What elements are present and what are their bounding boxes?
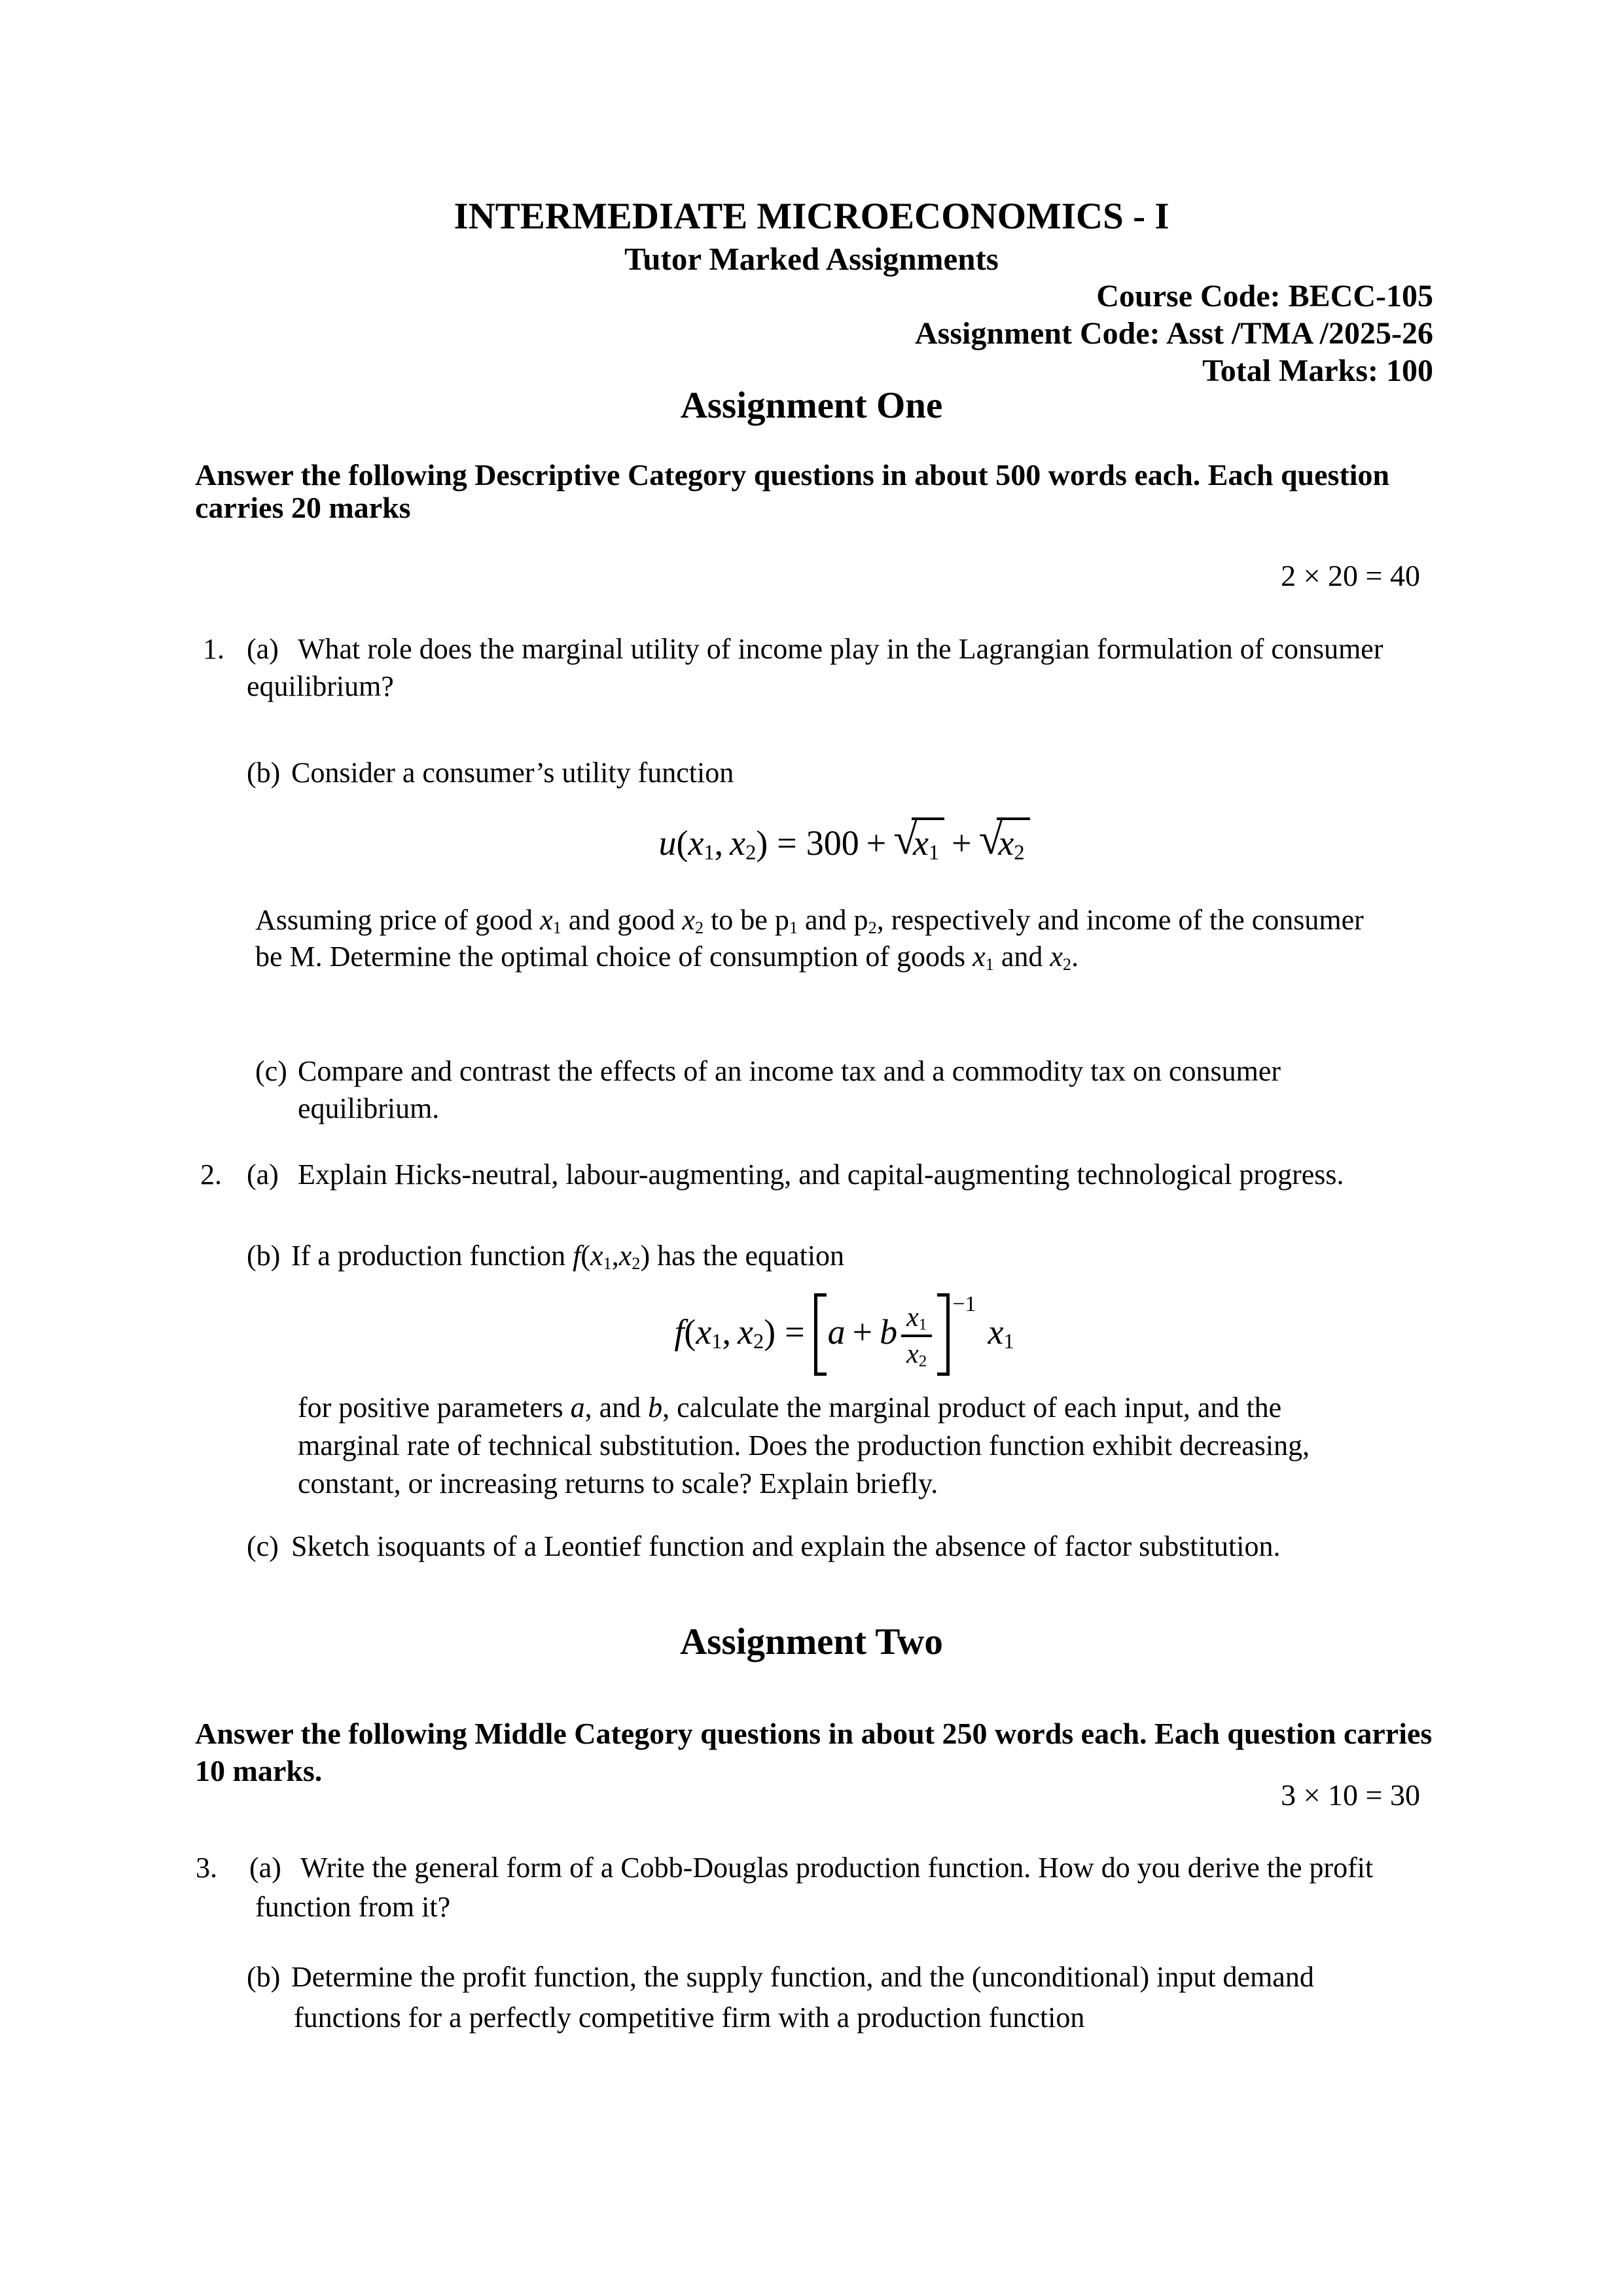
body-text: If a production function xyxy=(291,1240,573,1272)
question-3a-text: function from it? xyxy=(255,1891,451,1923)
eq2-var: x xyxy=(988,1312,1004,1352)
eq2-paren: ( xyxy=(684,1312,696,1352)
question-1-number: 1. xyxy=(203,633,224,665)
inline-subscript: 2 xyxy=(868,917,877,937)
body-text: constant, or increasing returns to scale? Explain briefly. xyxy=(298,1467,938,1499)
question-2a-label: (a) xyxy=(247,1158,279,1191)
production-function-equation xyxy=(255,1283,1433,1381)
eq1-subscript: 1 xyxy=(928,841,940,865)
eq2-paren: ) xyxy=(764,1312,776,1352)
question-1a xyxy=(0,630,1383,705)
inline-var: b xyxy=(648,1391,663,1424)
question-1a-text: equilibrium? xyxy=(247,670,394,702)
instruction-line: 10 marks. xyxy=(195,1754,323,1787)
body-text: has the equation xyxy=(650,1240,845,1272)
question-2c-label: (c) xyxy=(247,1530,279,1562)
eq1-subscript: 2 xyxy=(1014,841,1025,865)
body-text: , respectively and income of the consumer xyxy=(876,904,1364,936)
eq2-function-name: f xyxy=(674,1312,685,1352)
assignment-two-heading: Assignment Two xyxy=(680,1621,943,1662)
question-1c-text: Compare and contrast the effects of an income tax and a commodity tax on consumer xyxy=(298,1055,1281,1087)
question-1b-followup xyxy=(255,902,1364,975)
body-text: . xyxy=(1071,941,1079,973)
question-2b-label: (b) xyxy=(247,1240,281,1272)
eq2-comma: , xyxy=(722,1312,731,1352)
body-text: and xyxy=(993,941,1050,973)
question-2b-followup xyxy=(298,1389,1310,1503)
instruction-line: carries 20 marks xyxy=(195,491,411,524)
question-1b-label: (b) xyxy=(247,757,281,789)
question-1a-label: (a) xyxy=(247,633,279,665)
eq1-paren: ( xyxy=(676,823,688,863)
marks-scheme-one: 2 × 20 = 40 xyxy=(1281,559,1420,592)
inline-var: x xyxy=(590,1240,603,1272)
question-2a-text: Explain Hicks-neutral, labour-augmenting, and capital-augmenting technological progress. xyxy=(298,1158,1344,1191)
inline-subscript: 1 xyxy=(603,1253,612,1273)
assignment-code: Assignment Code: Asst /TMA /2025-26 xyxy=(914,316,1433,351)
eq1-sqrt-term xyxy=(979,813,1030,871)
document-subtitle: Tutor Marked Assignments xyxy=(624,241,999,277)
inline-subscript: 2 xyxy=(1062,954,1072,974)
question-2c xyxy=(0,1528,1280,1565)
body-text: for positive parameters xyxy=(298,1391,571,1424)
body-text: marginal rate of technical substitution. Does the production function exhibit decreasing, xyxy=(298,1429,1310,1462)
inline-var: x xyxy=(540,904,553,936)
question-3-number: 3. xyxy=(196,1852,217,1884)
inline-var: a xyxy=(570,1391,585,1424)
eq1-comma: , xyxy=(714,823,724,863)
inline-var: f xyxy=(573,1240,581,1272)
question-3a-text: Write the general form of a Cobb-Douglas production function. How do you derive the profit xyxy=(300,1852,1374,1884)
body-text: Assuming price of good xyxy=(255,904,541,936)
total-marks: Total Marks: 100 xyxy=(1202,353,1433,388)
eq2-param-b: b xyxy=(880,1312,898,1352)
eq1-plus: + xyxy=(952,823,972,863)
question-3a-label: (a) xyxy=(249,1852,281,1884)
radical-sign: √ xyxy=(893,815,918,863)
inline-subscript: 1 xyxy=(985,954,994,974)
eq2-var: x xyxy=(906,1338,919,1369)
eq1-function-name: u xyxy=(658,823,677,863)
instruction-line: Answer the following Descriptive Category questions in about 500 words each. Each question xyxy=(195,458,1390,492)
body-text: , xyxy=(611,1240,619,1272)
eq1-sqrt-term xyxy=(893,813,944,871)
eq2-subscript: 2 xyxy=(918,1352,927,1371)
question-1b-text: Consider a consumer’s utility function xyxy=(291,757,734,789)
question-1b-intro xyxy=(0,754,734,791)
radical-sign: √ xyxy=(978,815,1003,863)
eq1-var: x xyxy=(688,823,704,863)
question-3b xyxy=(0,1957,1314,2038)
inline-subscript: 2 xyxy=(632,1253,641,1273)
eq2-subscript: 1 xyxy=(1003,1330,1014,1354)
document-title: INTERMEDIATE MICROECONOMICS - I xyxy=(454,196,1169,237)
eq2-subscript: 2 xyxy=(753,1330,764,1354)
eq1-equals: = xyxy=(777,823,797,863)
eq2-subscript: 1 xyxy=(711,1330,722,1354)
inline-subscript: 1 xyxy=(789,917,798,937)
question-3a xyxy=(0,1848,1373,1927)
eq2-param-a: a xyxy=(827,1312,846,1352)
eq1-var: x xyxy=(998,823,1014,863)
body-text: and p xyxy=(798,904,868,936)
assignment-one-heading: Assignment One xyxy=(680,385,943,426)
header-meta-block xyxy=(915,278,1433,389)
inline-subscript: 1 xyxy=(552,917,562,937)
eq2-fraction xyxy=(901,1303,932,1369)
eq2-equals: = xyxy=(785,1312,805,1352)
course-code: Course Code: BECC-105 xyxy=(1096,279,1433,314)
eq1-plus: + xyxy=(866,823,887,863)
body-text: ( xyxy=(580,1240,590,1272)
question-1a-text: What role does the marginal utility of income play in the Lagrangian formulation of consumer xyxy=(298,633,1383,665)
question-3b-label: (b) xyxy=(247,1961,281,1993)
marks-scheme-two: 3 × 10 = 30 xyxy=(1281,1778,1420,1812)
eq2-plus: + xyxy=(852,1312,873,1352)
question-2c-text: Sketch isoquants of a Leontief function and explain the absence of factor substitution. xyxy=(291,1530,1281,1562)
question-3b-text: functions for a perfectly competitive firm with a production function xyxy=(294,2001,1085,2034)
eq2-var: x xyxy=(737,1312,753,1352)
inline-var: x xyxy=(618,1240,632,1272)
body-text: , calculate the marginal product of each input, and the xyxy=(662,1391,1282,1424)
question-1c xyxy=(0,1052,1281,1127)
body-text: , and xyxy=(584,1391,649,1424)
eq2-var: x xyxy=(906,1302,919,1333)
question-1c-text: equilibrium. xyxy=(298,1092,440,1124)
inline-var: x xyxy=(682,904,695,936)
eq2-subscript: 1 xyxy=(918,1316,927,1334)
question-2a xyxy=(0,1156,1344,1193)
question-2-number: 2. xyxy=(200,1158,222,1191)
assignment-two-instruction xyxy=(195,1715,1432,1789)
assignment-one-instruction xyxy=(195,459,1389,524)
eq1-subscript: 2 xyxy=(745,841,757,865)
eq1-paren: ) xyxy=(756,823,768,863)
question-2b-intro xyxy=(0,1237,844,1274)
eq1-var: x xyxy=(912,823,929,863)
body-text: ) xyxy=(640,1240,651,1272)
eq2-var: x xyxy=(696,1312,712,1352)
question-3b-text: Determine the profit function, the supply function, and the (unconditional) input demand xyxy=(291,1961,1314,1993)
body-text: be M. Determine the optimal choice of consumption of goods xyxy=(255,941,973,973)
question-1c-label: (c) xyxy=(255,1055,287,1087)
eq1-var: x xyxy=(730,823,746,863)
eq1-subscript: 1 xyxy=(704,841,715,865)
eq2-exponent: −1 xyxy=(952,1292,976,1316)
inline-var: x xyxy=(1050,941,1063,973)
eq1-constant: 300 xyxy=(806,823,859,863)
inline-var: x xyxy=(972,941,986,973)
left-bracket xyxy=(814,1293,827,1376)
body-text: and good xyxy=(561,904,683,936)
inline-subscript: 2 xyxy=(694,917,704,937)
right-bracket xyxy=(937,1293,950,1376)
instruction-line: Answer the following Middle Category questions in about 250 words each. Each question carries xyxy=(195,1717,1433,1750)
body-text: to be p xyxy=(704,904,789,936)
utility-function-equation xyxy=(255,813,1433,871)
